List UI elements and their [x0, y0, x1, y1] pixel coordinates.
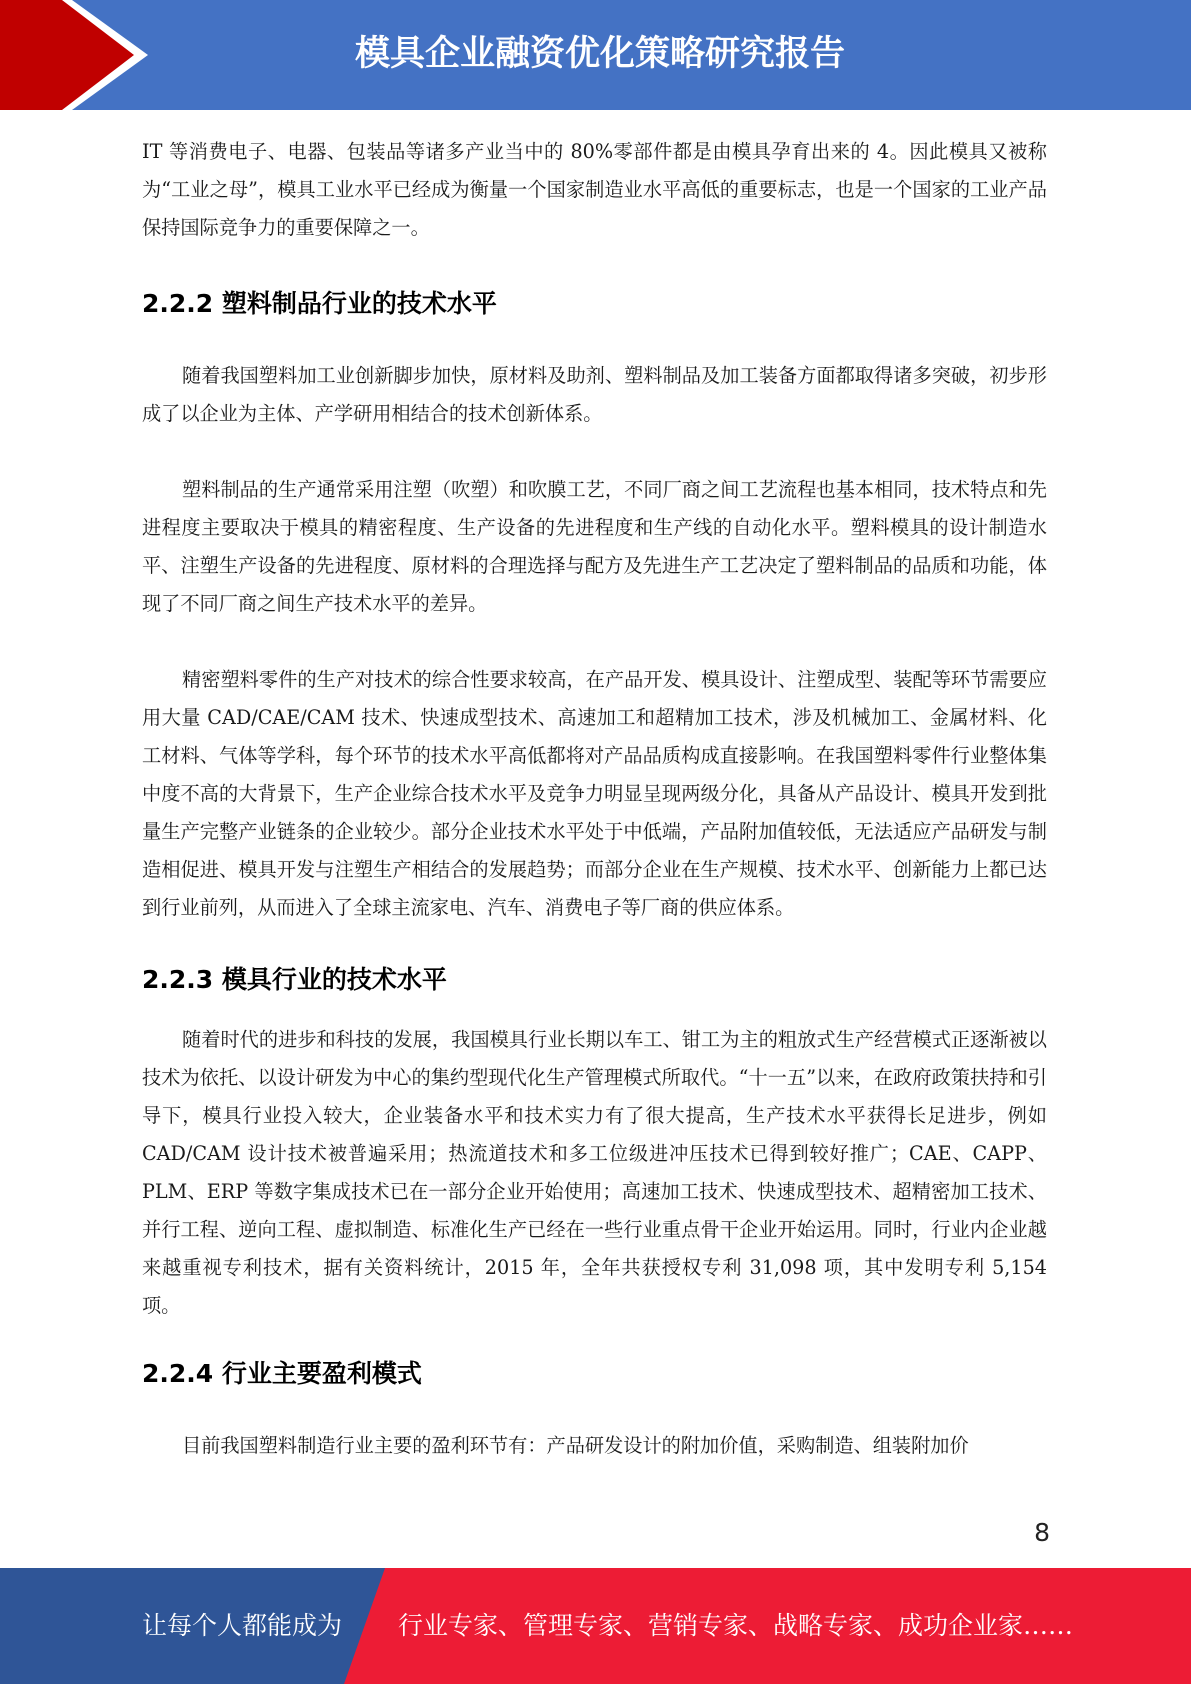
footer-slogan-left: 让每个人都能成为 [142, 1611, 343, 1640]
page-header-banner [0, 0, 1191, 110]
page-footer-banner [0, 1568, 1191, 1684]
section-2-2-3-paragraph-1: 随着时代的进步和科技的发展，我国模具行业长期以车工、钳工为主的粗放式生产经营模式正逐渐被以技术为依托、以设计研发为中心的集约型现代化生产管理模式所取代。“十一五”以来，在政府政策扶持和引导下，模具行业投入较大，企业装备水平和技术实力有了很大提高，生产技术水平获得长足进步，例如 CAD/CAM 设计技术被普遍采用；热流道技术和多工位级进冲压技术已得到较好推广；CAE、CAPP、PLM、ERP 等数字集成技术已在一部分企业开始使用；高速加工技术、快速成型技术、超精密加工技术、并行工程、逆向工程、虚拟制造、标准化生产已经在一些行业重点骨干企业开始运用。同时，行业内企业越来越重视专利技术，据有关资料统计，2015 年，全年共获授权专利 31,098 项，其中发明专利 5,154 项。 [142, 1028, 1047, 1317]
footer-slogan-right: 行业专家、管理专家、营销专家、战略专家、成功企业家…… [398, 1611, 1074, 1640]
document-body [142, 133, 1047, 1465]
section-2-2-4-paragraph-1: 目前我国塑料制造行业主要的盈利环节有：产品研发设计的附加价值，采购制造、组装附加价 [182, 1434, 969, 1457]
page-number: 8 [1034, 1518, 1050, 1547]
header-chevron-red [0, 0, 134, 110]
intro-paragraph: IT 等消费电子、电器、包装品等诸多产业当中的 80%零部件都是由模具孕育出来的 4。因此模具又被称为“工业之母”，模具工业水平已经成为衡量一个国家制造业水平高低的重要标志，也是一个国家的工业产品保持国际竞争力的重要保障之一。 [142, 140, 1047, 239]
section-2-2-2-paragraph-3: 精密塑料零件的生产对技术的综合性要求较高，在产品开发、模具设计、注塑成型、装配等环节需要应用大量 CAD/CAE/CAM 技术、快速成型技术、高速加工和超精加工技术，涉及机械加工、金属材料、化工材料、气体等学科，每个环节的技术水平高低都将对产品品质构成直接影响。在我国塑料零件行业整体集中度不高的大背景下，生产企业综合技术水平及竞争力明显呈现两级分化，具备从产品设计、模具开发到批量生产完整产业链条的企业较少。部分企业技术水平处于中低端，产品附加值较低，无法适应产品研发与制造相促进、模具开发与注塑生产相结合的发展趋势；而部分企业在生产规模、技术水平、创新能力上都已达到行业前列，从而进入了全球主流家电、汽车、消费电子等厂商的供应体系。 [142, 668, 1047, 919]
section-2-2-2-paragraph-1: 随着我国塑料加工业创新脚步加快，原材料及助剂、塑料制品及加工装备方面都取得诸多突破，初步形成了以企业为主体、产学研用相结合的技术创新体系。 [142, 364, 1047, 425]
section-heading-2-2-4: 2.2.4 行业主要盈利模式 [142, 1359, 422, 1388]
section-heading-2-2-3: 2.2.3 模具行业的技术水平 [142, 965, 447, 994]
section-heading-2-2-2: 2.2.2 塑料制品行业的技术水平 [142, 289, 497, 318]
section-2-2-2-paragraph-2: 塑料制品的生产通常采用注塑（吹塑）和吹膜工艺，不同厂商之间工艺流程也基本相同，技术特点和先进程度主要取决于模具的精密程度、生产设备的先进程度和生产线的自动化水平。塑料模具的设计制造水平、注塑生产设备的先进程度、原材料的合理选择与配方及先进生产工艺决定了塑料制品的品质和功能，体现了不同厂商之间生产技术水平的差异。 [142, 478, 1047, 615]
document-title: 模具企业融资优化策略研究报告 [354, 34, 845, 74]
